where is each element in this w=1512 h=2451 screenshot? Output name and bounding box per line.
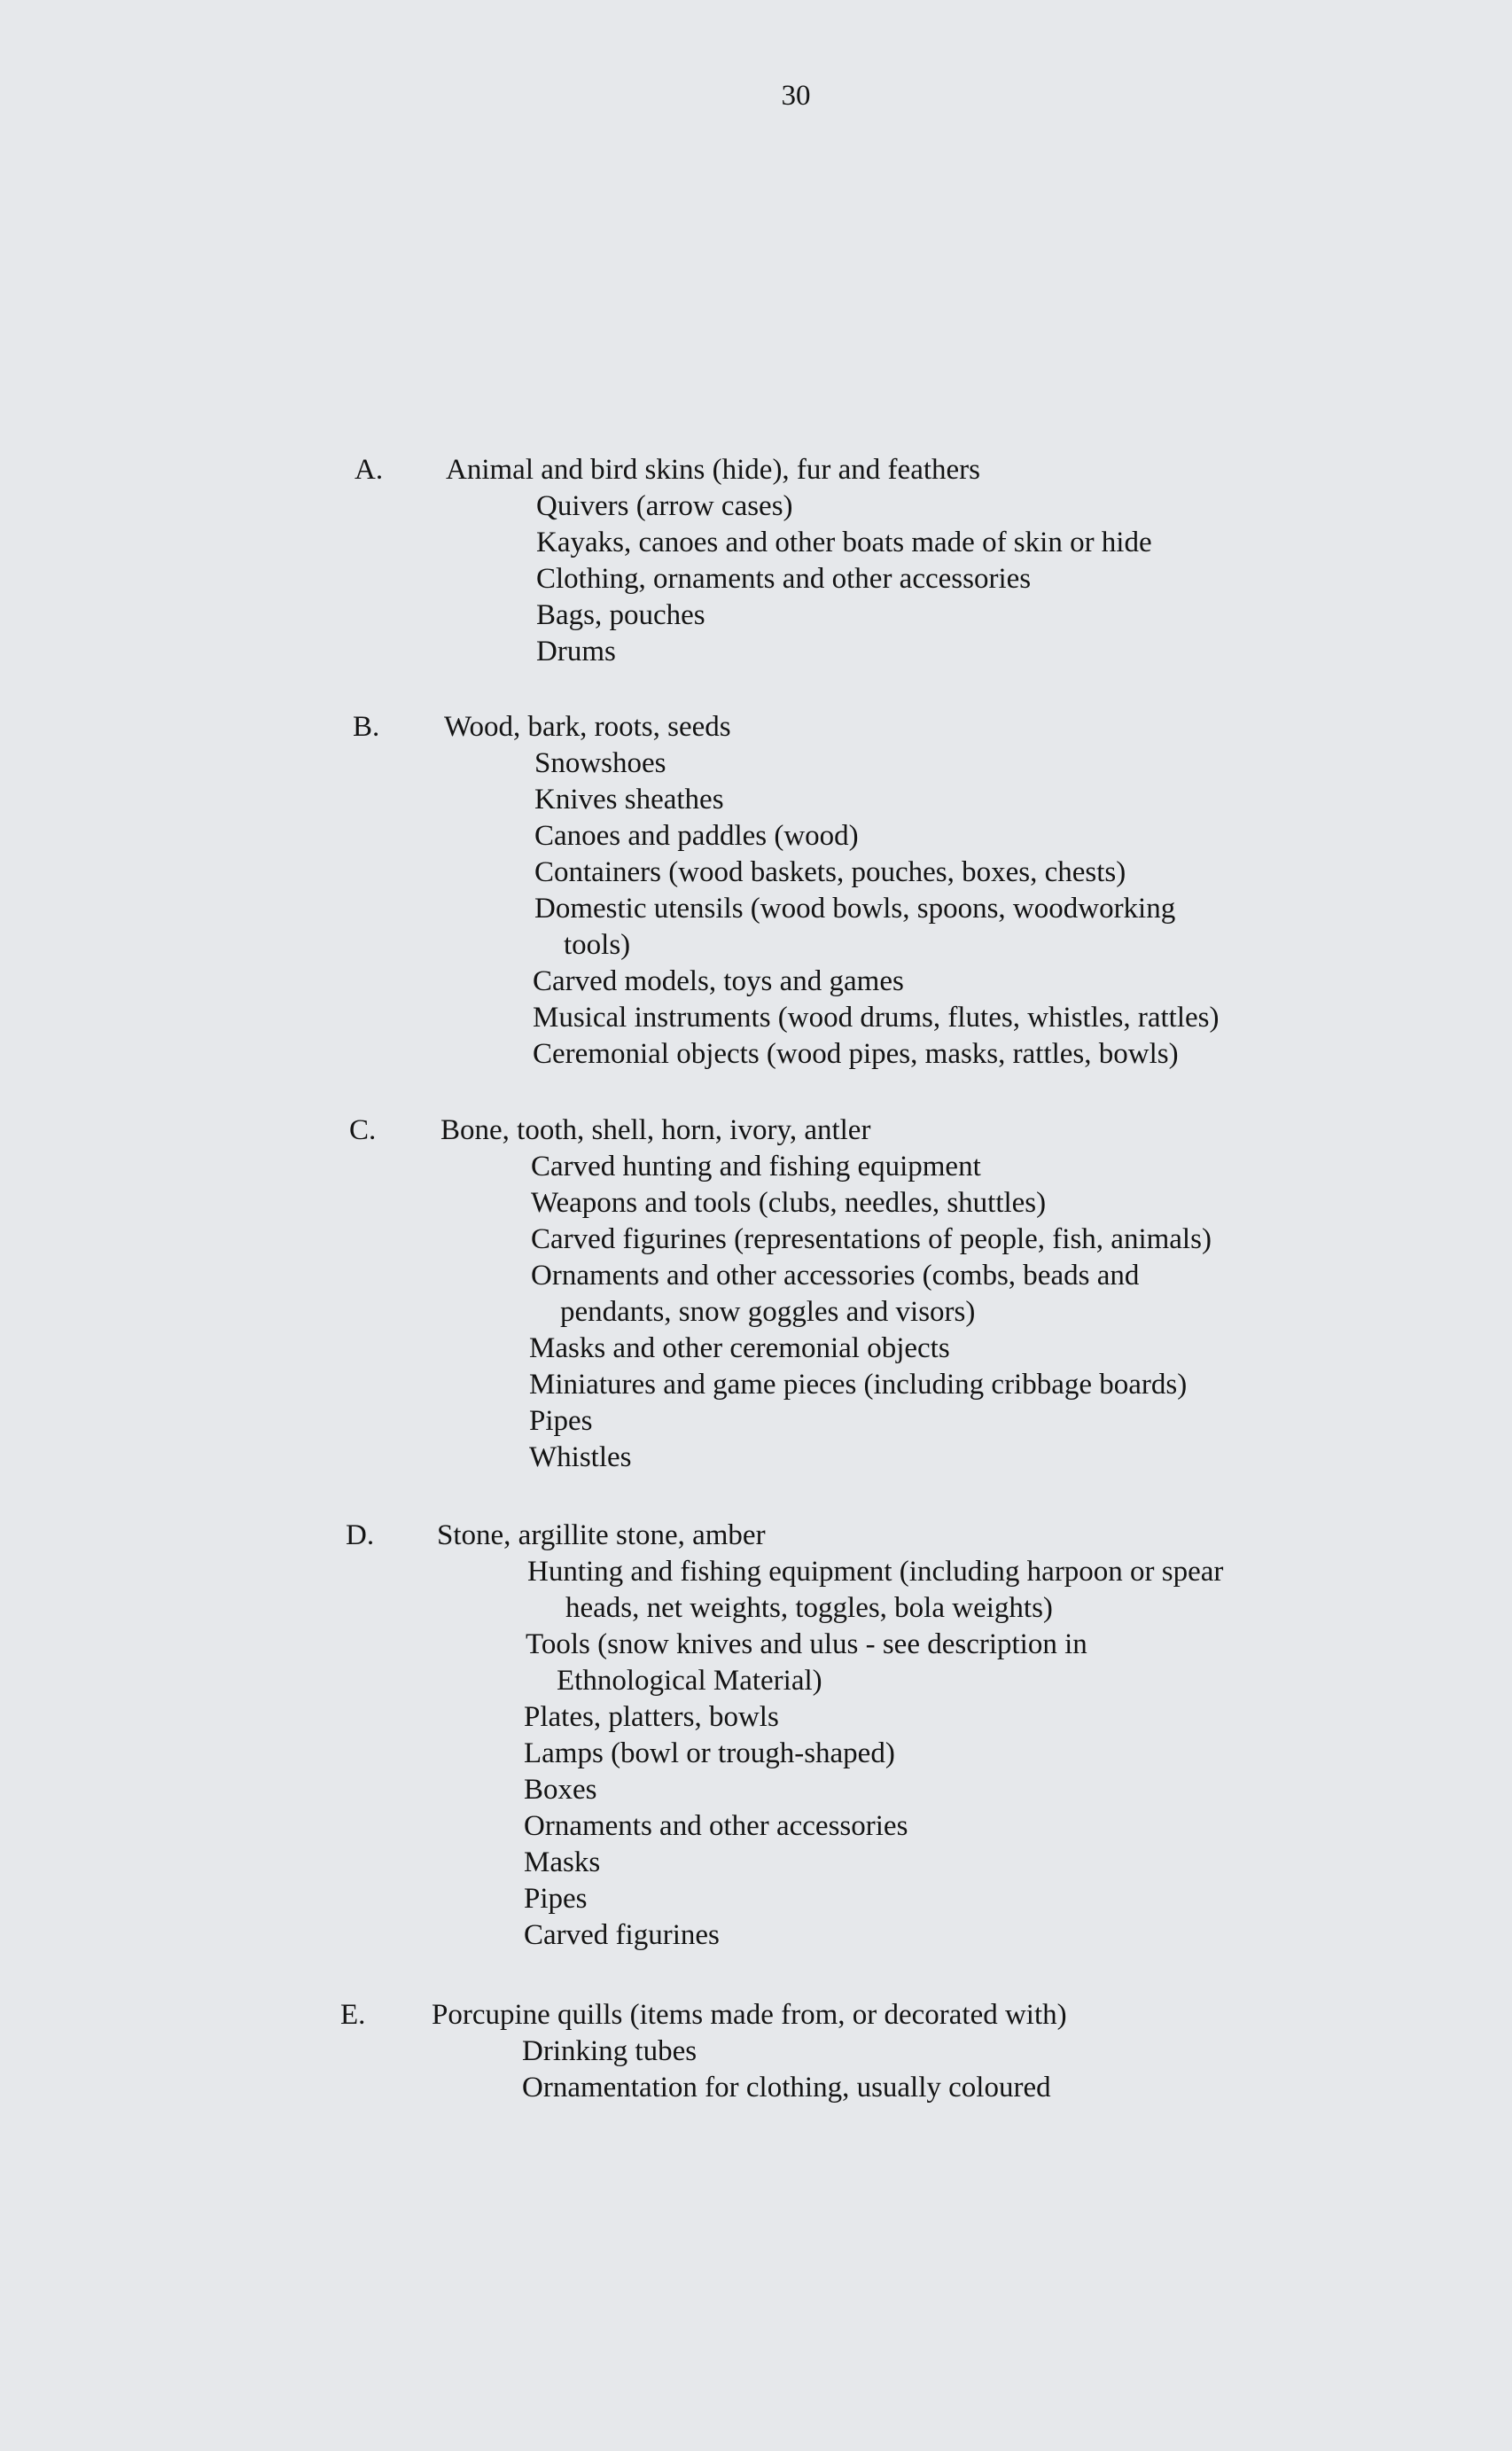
section-d-item: Masks [524,1846,601,1878]
section-c-item: Carved hunting and fishing equipment [531,1151,981,1183]
section-e-heading: Porcupine quills (items made from, or decorated with) [432,1999,1067,2031]
section-b-item: Canoes and paddles (wood) [534,820,859,852]
section-a-letter: A. [355,454,384,486]
section-a-item: Bags, pouches [536,599,705,631]
section-b-item: Knives sheathes [534,784,724,816]
section-c-item: Weapons and tools (clubs, needles, shuttles) [531,1187,1047,1219]
section-d-item: Hunting and fishing equipment (including harpoon or spear [527,1556,1224,1588]
section-d-item: Carved figurines [524,1919,720,1951]
section-c-letter: C. [349,1114,377,1146]
section-c-item-continuation: pendants, snow goggles and visors) [560,1296,976,1328]
section-d-item: Pipes [524,1883,588,1915]
section-b-heading: Wood, bark, roots, seeds [444,711,731,743]
section-b-item: Musical instruments (wood drums, flutes, whistles, rattles) [533,1002,1220,1034]
section-d-item-continuation: Ethnological Material) [557,1665,822,1697]
section-b-item-continuation: tools) [564,929,631,961]
section-d-item: Boxes [524,1774,597,1806]
section-e-item: Drinking tubes [522,2035,698,2067]
section-c-item: Ornaments and other accessories (combs, beads and [531,1260,1140,1292]
section-e-item: Ornamentation for clothing, usually coloured [522,2072,1051,2104]
section-b-item: Domestic utensils (wood bowls, spoons, woodworking [534,893,1176,925]
section-d-heading: Stone, argillite stone, amber [437,1519,766,1551]
section-a-heading: Animal and bird skins (hide), fur and feathers [446,454,980,486]
section-c-item: Whistles [529,1441,632,1473]
section-b-item: Snowshoes [534,747,666,779]
section-d-item: Lamps (bowl or trough-shaped) [524,1737,895,1769]
section-d-item: Tools (snow knives and ulus - see description in [526,1628,1087,1660]
section-b-item: Containers (wood baskets, pouches, boxes, chests) [534,856,1126,888]
section-c-item: Pipes [529,1405,593,1437]
section-c-item: Miniatures and game pieces (including cribbage boards) [529,1369,1188,1401]
section-c-item: Masks and other ceremonial objects [529,1332,950,1364]
section-a-item: Kayaks, canoes and other boats made of skin or hide [536,527,1152,558]
section-b-letter: B. [353,711,380,743]
section-d-item: Plates, platters, bowls [524,1701,779,1733]
section-c-heading: Bone, tooth, shell, horn, ivory, antler [440,1114,871,1146]
page-number: 30 [781,80,811,112]
section-a-item: Drums [536,636,616,667]
section-c-item: Carved figurines (representations of people, fish, animals) [531,1223,1212,1255]
section-e-letter: E. [340,1999,366,2031]
section-a-item: Quivers (arrow cases) [536,490,793,522]
section-a-item: Clothing, ornaments and other accessories [536,563,1032,595]
section-b-item: Ceremonial objects (wood pipes, masks, rattles, bowls) [533,1038,1179,1070]
section-d-item-continuation: heads, net weights, toggles, bola weights) [565,1592,1053,1624]
section-d-letter: D. [346,1519,375,1551]
section-b-item: Carved models, toys and games [533,965,904,997]
section-d-item: Ornaments and other accessories [524,1810,908,1842]
